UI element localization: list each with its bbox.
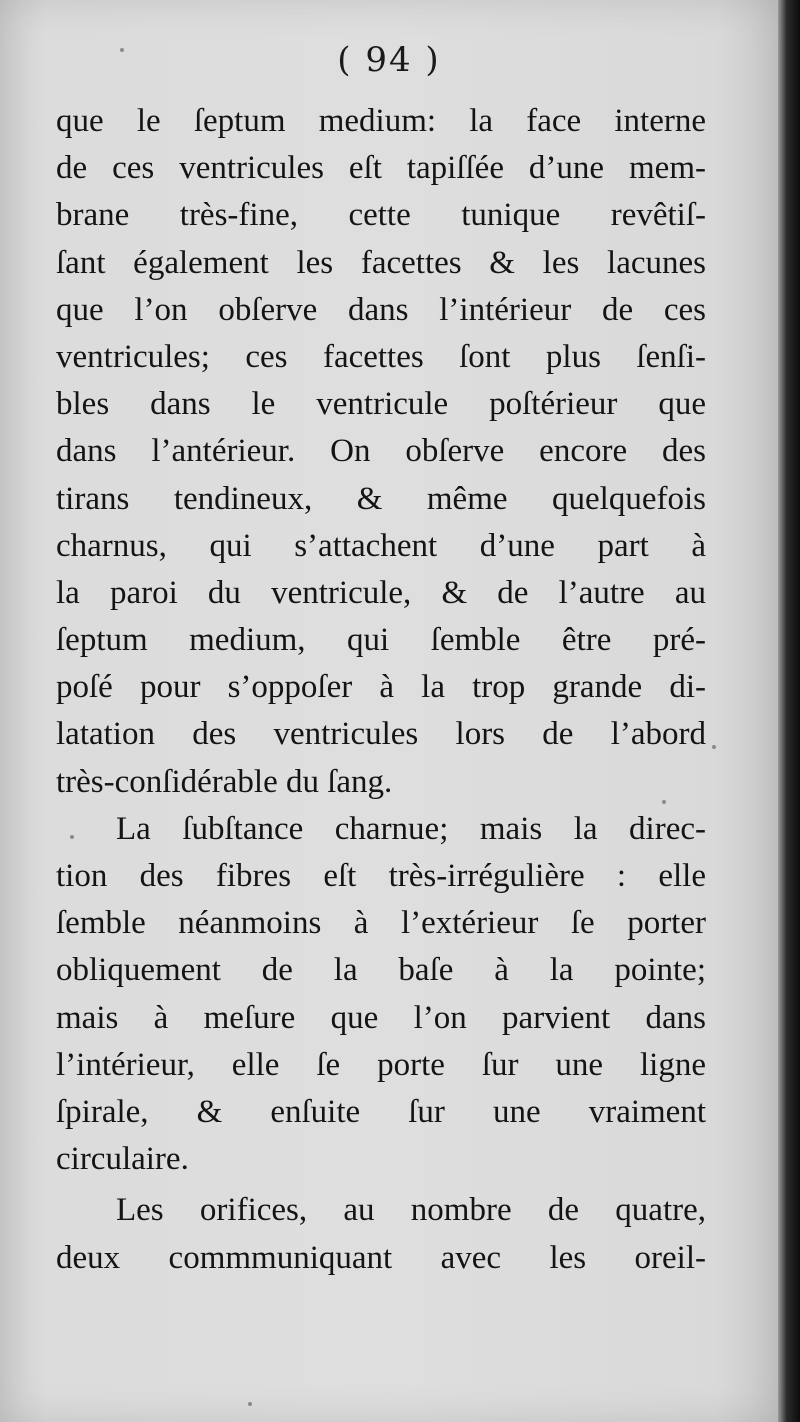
page-number: ( 94 ) (337, 40, 441, 80)
text-line: ſeptum medium, qui ſemble être pré- (56, 622, 706, 659)
paragraph-2 (56, 806, 706, 1184)
text-line: ſemble néanmoins à l’extérieur ſe porter (56, 905, 706, 942)
body-text (56, 98, 706, 1282)
text-line: l’intérieur, elle ſe porte ſur une ligne (56, 1046, 706, 1083)
text-line: que le ſeptum medium: la face interne (56, 103, 706, 139)
text-line: tirans tendineux, & même quelquefois (56, 480, 706, 517)
text-line: de ces ventricules eſt tapiſſée d’une mem- (56, 150, 706, 187)
text-line: latation des ventricules lors de l’abord (56, 716, 706, 753)
text-line: ſant également les facettes & les lacunes (56, 244, 706, 281)
scan-speck (662, 800, 666, 804)
scan-speck (70, 835, 74, 839)
text-line: tion des fibres eſt très-irrégulière : elle (56, 858, 706, 894)
scan-speck (712, 745, 716, 749)
text-line: ventricules; ces facettes ſont plus ſenſi- (56, 338, 706, 375)
text-line: circulaire. (56, 1141, 189, 1178)
scan-speck (120, 48, 124, 52)
text-line: très-conſidérable du ſang. (56, 763, 393, 800)
text-line: dans l’antérieur. On obſerve encore des (56, 433, 706, 470)
paragraph-1 (56, 98, 706, 806)
text-line: Les orifices, au nombre de quatre, (116, 1192, 706, 1229)
text-line: mais à meſure que l’on parvient dans (56, 999, 706, 1036)
text-line: deux commmuniquant avec les oreil- (56, 1239, 706, 1276)
text-line: bles dans le ventricule poſtérieur que (56, 386, 706, 423)
text-line: ſpirale, & enſuite ſur une vraiment (56, 1093, 706, 1130)
text-line: La ſubſtance charnue; mais la direc- (116, 810, 706, 847)
text-line: que l’on obſerve dans l’intérieur de ces (56, 291, 706, 328)
text-line: brane très-fine, cette tunique revêtiſ- (56, 197, 706, 234)
paragraph-3 (56, 1187, 706, 1281)
text-line: charnus, qui s’attachent d’une part à (56, 527, 706, 564)
page-edge-shadow (778, 0, 800, 1422)
text-line: la paroi du ventricule, & de l’autre au (56, 574, 706, 611)
scan-speck (248, 1402, 252, 1406)
text-line: obliquement de la baſe à la pointe; (56, 952, 706, 989)
text-line: poſé pour s’oppoſer à la trop grande di- (56, 669, 706, 706)
